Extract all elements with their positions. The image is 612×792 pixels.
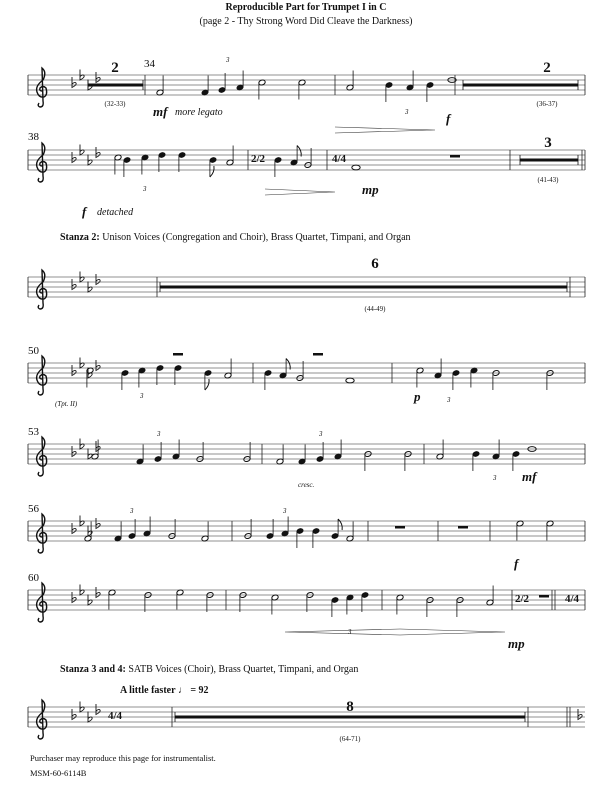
treble-clef-icon — [37, 583, 47, 622]
decrescendo-hairpin — [265, 189, 335, 195]
whole-rest — [395, 526, 405, 529]
tempo-text: A little faster — [120, 685, 176, 696]
flat-icon — [72, 279, 76, 290]
multimeasure-rest — [160, 286, 567, 289]
dynamic-mp: mp — [508, 636, 525, 651]
time-signature: 4/4 — [564, 593, 580, 605]
rest-upper-part — [313, 353, 323, 356]
triplet-number: 3 — [319, 430, 323, 438]
crescendo-hairpin — [285, 629, 400, 635]
flat-icon — [72, 709, 76, 720]
multirest-count: 2 — [543, 60, 551, 76]
multimeasure-rest — [175, 716, 525, 719]
triplet-number: 3 — [283, 507, 287, 515]
dynamic-f: f — [82, 204, 87, 219]
whole-rest — [458, 526, 468, 529]
multirest-range: (41-43) — [537, 176, 559, 184]
flat-icon — [72, 523, 76, 534]
multirest-count: 3 — [544, 135, 552, 151]
time-signature: 2/2 — [514, 593, 530, 605]
measure-number: 50 — [28, 345, 39, 357]
flat-icon — [72, 365, 76, 376]
measure-number: 34 — [144, 58, 155, 70]
flat-icon — [96, 274, 100, 285]
multirest-range: (36-37) — [536, 100, 558, 108]
dynamic-mp: mp — [362, 182, 379, 197]
multirest-count: 6 — [371, 256, 379, 272]
treble-clef-icon — [37, 68, 47, 107]
triplet-number: 3 — [140, 392, 144, 400]
half-note-icon: ♩ — [177, 685, 188, 696]
treble-clef-icon — [37, 143, 47, 182]
note-flag — [338, 519, 342, 530]
part-annotation: (Tpt. II) — [55, 400, 78, 408]
flat-icon — [96, 72, 100, 83]
treble-clef-icon — [37, 270, 47, 309]
dynamic-f: f — [514, 556, 519, 571]
triplet-number: 3 — [447, 396, 451, 404]
triplet-number: 3 — [130, 507, 134, 515]
flat-icon — [96, 360, 100, 371]
reproduction-note: Purchaser may reproduce this page for instrumentalist. — [30, 753, 216, 763]
time-signature: 4/4 — [331, 153, 347, 165]
expression-text: cresc. — [298, 481, 315, 489]
flat-icon — [72, 592, 76, 603]
multimeasure-rest — [88, 84, 143, 87]
time-signature: 2/2 — [250, 153, 266, 165]
expression-text: detached — [97, 207, 134, 218]
measure-number: 38 — [28, 131, 39, 143]
stanza-heading — [60, 232, 411, 244]
whole-rest — [539, 595, 549, 598]
multirest-range: (44-49) — [364, 305, 386, 313]
multirest-range: (32-33) — [104, 100, 126, 108]
triplet-number: 3 — [143, 185, 147, 193]
flat-icon — [578, 709, 582, 720]
measure-number: 60 — [28, 572, 39, 584]
page-subtitle: (page 2 - Thy Strong Word Did Cleave the Darkness) — [199, 16, 413, 27]
flat-icon — [96, 704, 100, 715]
flat-icon — [72, 77, 76, 88]
flat-icon — [72, 446, 76, 457]
multirest-range: (64-71) — [339, 735, 361, 743]
whole-rest — [450, 155, 460, 158]
catalog-code: MSM-60-6114B — [30, 768, 87, 778]
note — [352, 165, 360, 170]
flat-icon — [96, 518, 100, 529]
dynamic-mf: mf — [153, 104, 168, 119]
stanza-instrumentation: SATB Voices (Choir), Brass Quartet, Timpani, and Organ — [128, 664, 359, 675]
flat-icon — [72, 152, 76, 163]
stanza-label: Stanza 3 and 4: — [60, 664, 126, 675]
triplet-number: 3 — [493, 474, 497, 482]
triplet-number: 3 — [226, 56, 230, 64]
dynamic-mf: mf — [522, 469, 537, 484]
tempo-value: = 92 — [190, 685, 209, 696]
triplet-number: 3 — [405, 108, 409, 116]
triplet-number: 3 — [348, 628, 352, 636]
measure-number: 56 — [28, 503, 39, 515]
decrescendo-hairpin — [400, 629, 505, 635]
expression-text: more legato — [175, 107, 223, 118]
note-flag — [205, 379, 209, 390]
treble-clef-icon — [37, 356, 47, 395]
time-signature: 4/4 — [107, 710, 123, 722]
decrescendo-hairpin — [335, 127, 435, 133]
treble-clef-icon — [37, 514, 47, 553]
note — [346, 378, 354, 383]
multirest-count: 8 — [346, 699, 354, 715]
treble-clef-icon — [37, 700, 47, 739]
flat-icon — [96, 147, 100, 158]
measure-number: 53 — [28, 426, 39, 438]
note-flag — [210, 166, 214, 177]
dynamic-p: p — [414, 389, 421, 404]
triplet-number: 3 — [157, 430, 161, 438]
stanza-label: Stanza 2: — [60, 232, 100, 243]
treble-clef-icon — [37, 437, 47, 476]
page-title: Reproducible Part for Trumpet I in C — [225, 2, 387, 13]
multimeasure-rest — [463, 84, 578, 87]
stanza-heading — [60, 664, 358, 676]
multimeasure-rest — [520, 159, 578, 162]
multirest-count: 2 — [111, 60, 119, 76]
rest-upper-part — [173, 353, 183, 356]
dynamic-f: f — [446, 111, 451, 126]
tempo-marking — [120, 685, 209, 697]
flat-icon — [96, 587, 100, 598]
stanza-instrumentation: Unison Voices (Congregation and Choir), Brass Quartet, Timpani, and Organ — [102, 232, 411, 243]
